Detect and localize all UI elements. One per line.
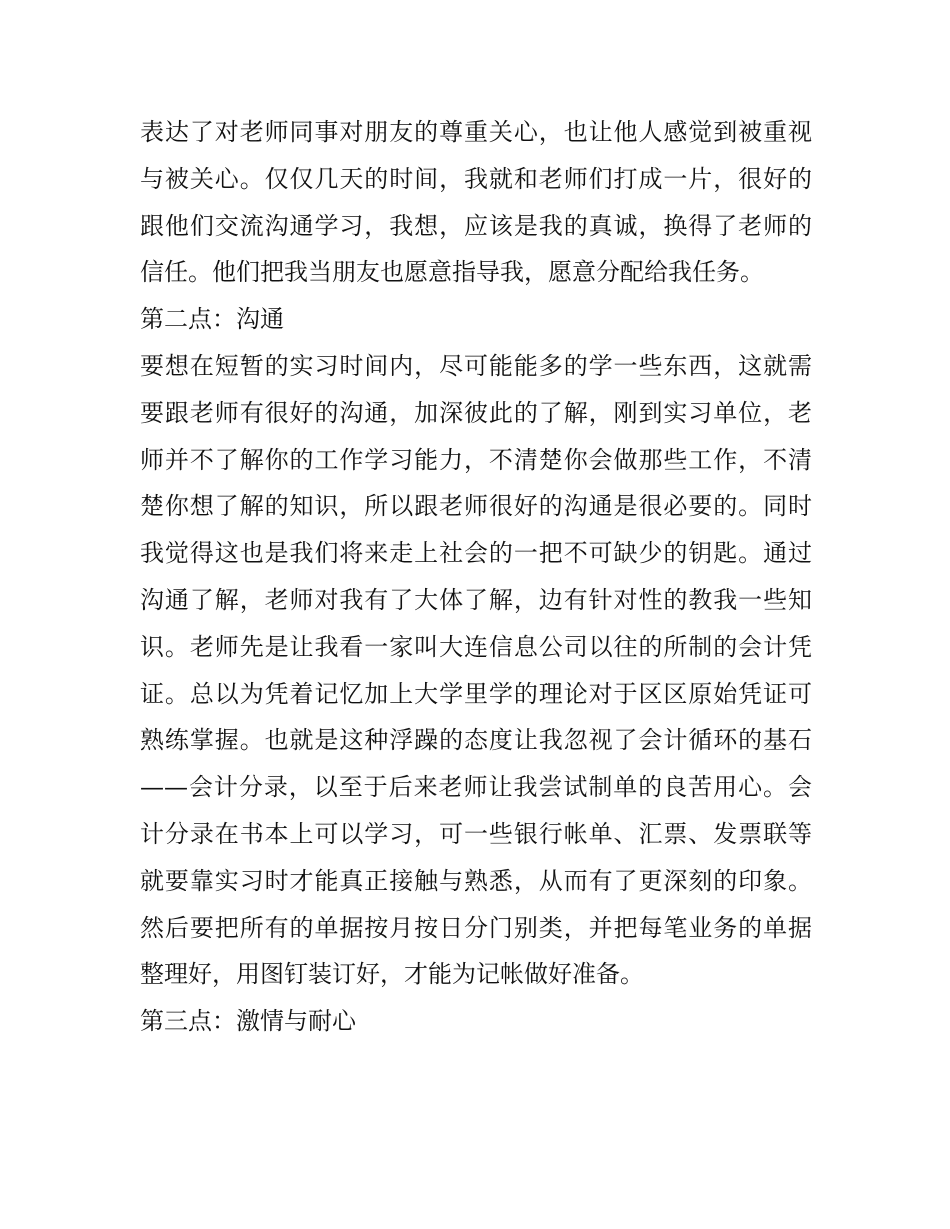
paragraph-last-line: 整理好，用图钉装订好，才能为记帐做好准备。 [140, 960, 644, 989]
paragraph-line: 表达了对老师同事对朋友的尊重关心，也让他人感觉到被重视 [140, 118, 812, 146]
paragraph-line: 跟他们交流沟通学习，我想，应该是我的真诚，换得了老师的 [140, 211, 812, 240]
paragraph-line: 师并不了解你的工作学习能力，不清楚你会做那些工作，不清 [140, 445, 812, 474]
paragraph-line: 要想在短暂的实习时间内，尽可能能多的学一些东西，这就需 [140, 351, 812, 380]
body-text [140, 109, 812, 1045]
paragraph-line: 然后要把所有的单据按月按日分门别类，并把每笔业务的单据 [140, 913, 812, 942]
paragraph-line: 熟练掌握。也就是这种浮躁的态度让我忽视了会计循环的基石 [140, 726, 812, 755]
paragraph-line: ——会计分录，以至于后来老师让我尝试制单的良苦用心。会 [140, 773, 812, 802]
paragraph-line: 要跟老师有很好的沟通，加深彼此的了解，刚到实习单位，老 [140, 398, 812, 427]
section-heading-passion-patience: 第三点：激情与耐心 [140, 1007, 356, 1036]
paragraph-line: 计分录在书本上可以学习，可一些银行帐单、汇票、发票联等 [140, 819, 812, 848]
paragraph-line: 楚你想了解的知识，所以跟老师很好的沟通是很必要的。同时 [140, 492, 812, 521]
paragraph-line: 与被关心。仅仅几天的时间，我就和老师们打成一片，很好的 [140, 164, 812, 193]
paragraph-line: 我觉得这也是我们将来走上社会的一把不可缺少的钥匙。通过 [140, 539, 812, 568]
paragraph-line: 就要靠实习时才能真正接触与熟悉，从而有了更深刻的印象。 [140, 866, 812, 895]
section-heading-communication: 第二点：沟通 [140, 305, 284, 334]
paragraph-line: 证。总以为凭着记忆加上大学里学的理论对于区区原始凭证可 [140, 679, 812, 708]
paragraph-last-line: 信任。他们把我当朋友也愿意指导我，愿意分配给我任务。 [140, 258, 764, 287]
paragraph-line: 识。老师先是让我看一家叫大连信息公司以往的所制的会计凭 [140, 632, 812, 661]
paragraph-line: 沟通了解，老师对我有了大体了解，边有针对性的教我一些知 [140, 585, 812, 614]
